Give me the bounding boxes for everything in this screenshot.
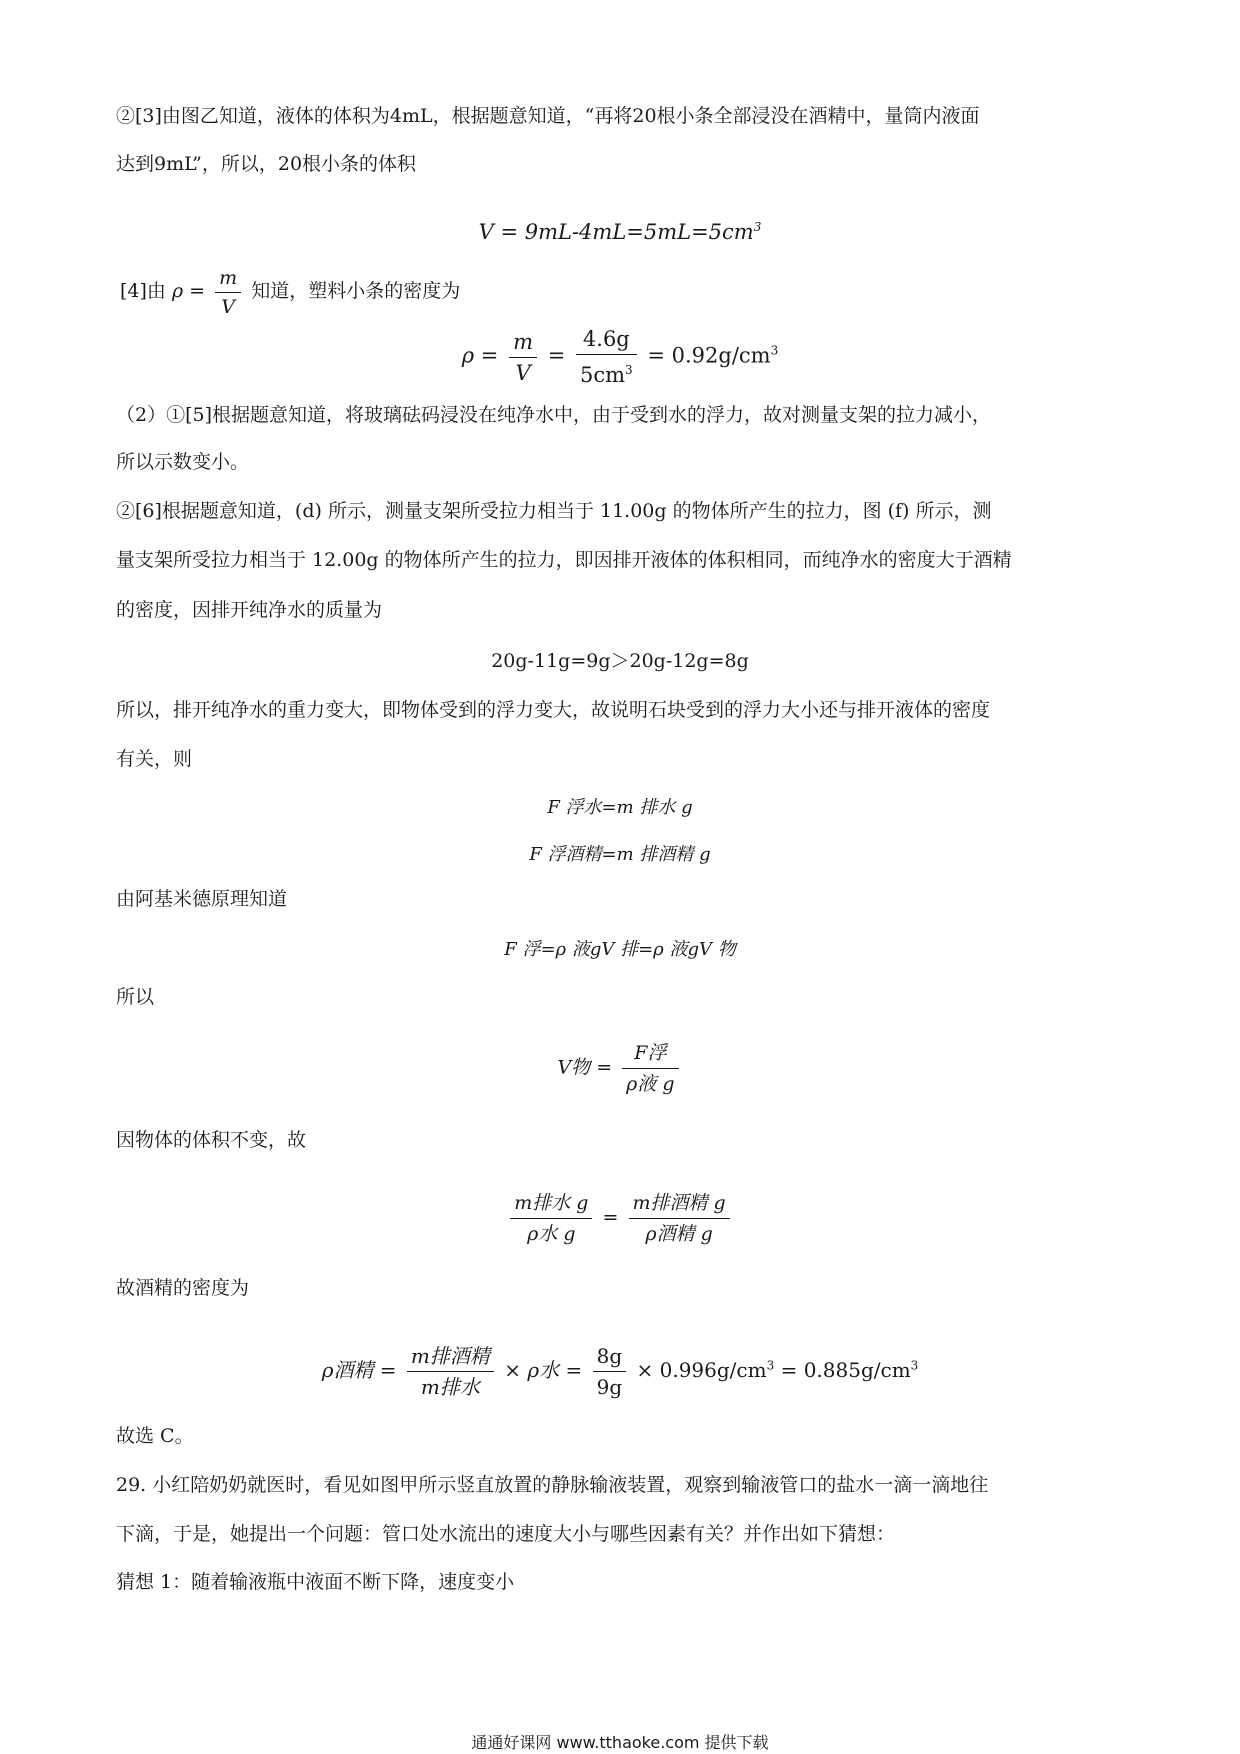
paragraph-line: （2）①[5]根据题意知道，将玻璃砝码浸没在纯净水中，由于受到水的浮力，故对测量支架的拉力减小， [116,404,992,426]
paragraph-line: 所以，排开纯净水的重力变大，即物体受到的浮力变大，故说明石块受到的浮力大小还与排开液体的密度 [116,699,991,721]
paragraph-line: 故酒精的密度为 [116,1277,250,1299]
equation-volume: $V = 9mL-4mL=5mL=5cm^3$ [478,220,762,244]
paragraph-line: 的密度，因排开纯净水的质量为 [116,599,383,621]
equation-mass: 20g-11g=9g＞20g-12g=8g [491,650,749,672]
equation-volume-object: V物 = $\frac{\text{F浮}}{\text{ρ液 g}}$ [0,1040,1240,1097]
equation-alcohol-density: ρ酒精 = $\frac{\text{m排酒精}}{\text{m排水}}$ × ρ水 = $\frac{8g}{9g}$ × $0.996g/cm^3 = 0.885g/cm^3$ [321,1344,919,1399]
paragraph-line: 所以示数变小。 [116,451,250,473]
paragraph-line: 有关，则 [116,748,193,770]
equation-ratio: $\frac{\text{m排水 g}}{\text{ρ水 g}}$ = $\frac{\text{m排酒精 g}}{\text{ρ酒精 g}}$ [0,1190,1240,1247]
equation-archimedes: F 浮=ρ 液gV 排=ρ 液gV 物 [504,939,736,960]
paragraph-line: 达到9mL”，所以，20根小条的体积 [116,153,417,175]
paragraph-density-intro: [4]由 ρ = $\frac{m}{V}$ 知道，塑料小条的密度为 [120,266,461,318]
question-29-line: 下滴，于是，她提出一个问题：管口处水流出的速度大小与哪些因素有关？并作出如下猜想： [116,1523,896,1545]
equation-buoyancy-water: F 浮水=m 排水 g [547,797,693,818]
paragraph-line: 故选 C。 [116,1425,194,1447]
paragraph-line: 因物体的体积不变，故 [116,1129,307,1151]
paragraph-line: 量支架所受拉力相当于 12.00g 的物体所产生的拉力，即因排开液体的体积相同，而纯净水的密度大于酒精 [116,549,1012,571]
hypothesis-1: 猜想 1：随着输液瓶中液面不断下降，速度变小 [116,1571,515,1593]
equation-density: ρ = $\frac{m}{V}$ = $\frac{4.6g}{5cm^3}$ = $0.92g/cm^3$ [461,327,779,387]
paragraph-line: ②[3]由图乙知道，液体的体积为4mL，根据题意知道，“再将20根小条全部浸没在酒精中，量筒内液面 [116,105,980,127]
question-29-line: 29. 小红陪奶奶就医时，看见如图甲所示竖直放置的静脉输液装置，观察到输液管口的盐水一滴一滴地往 [116,1474,989,1496]
equation-buoyancy-alcohol: F 浮酒精=m 排酒精 g [529,844,711,865]
paragraph-line: 所以 [116,986,155,1008]
footer-watermark: 通通好课网 www.tthaoke.com 提供下载 [471,1733,769,1752]
paragraph-line: ②[6]根据题意知道，(d) 所示，测量支架所受拉力相当于 11.00g 的物体所产生的拉力，图 (f) 所示，测 [116,500,992,522]
paragraph-line: 由阿基米德原理知道 [116,888,288,910]
